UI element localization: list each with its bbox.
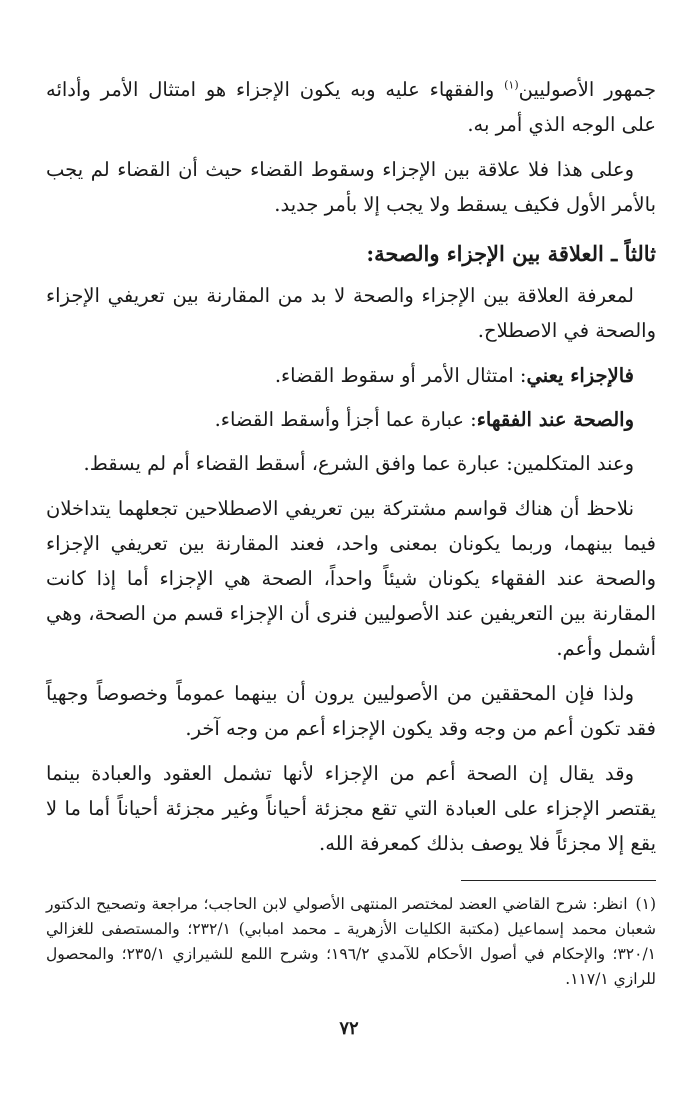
paragraph-5: نلاحظ أن هناك قواسم مشتركة بين تعريفي الاصطلاحين تجعلهما يتداخلان فيما بينهما، وربما يكونان بمعنى واحد، فعند المقارنة بين تعريفي الإجزاء والصحة عند الفقهاء يكونان شيئاً واحداً، الصحة هي الإجزاء أما إذا كانت المقارنة بين التعريفين عند الأصوليين فنرى أن الإجزاء قسم من الصحة، وهي أشمل وأعم.: [46, 497, 656, 660]
footnote-number: (١): [635, 895, 656, 913]
paragraph-4: وعند المتكلمين: عبارة عما وافق الشرع، أسقط القضاء أم لم يسقط.: [83, 452, 634, 475]
footnote-text: انظر: شرح القاضي العضد لمختصر المنتهى الأصولي لابن الحاجب؛ مراجعة وتصحيح الدكتور شعبان محمد إسماعيل (مكتبة الكليات الأزهرية ـ محمد امبابي) ٢٣٢/١؛ والمستصفى للغزالي ٣٢٠/١؛ والإحكام في أصول الأحكام للآمدي ١٩٦/٢؛ وشرح اللمع للشيرازي ٢٣٥/١؛ والمحصول للرازي ١١٧/١.: [46, 895, 657, 988]
footnote-divider: [461, 880, 656, 881]
paragraph-1-rest: والفقهاء عليه وبه يكون الإجزاء هو امتثال الأمر وأدائه على الوجه الذي أمر به.: [46, 78, 656, 136]
footnote-reference[interactable]: (١): [504, 78, 519, 92]
paragraph-6: ولذا فإن المحققين من الأصوليين يرون أن بينهما عموماً وخصوصاً وجهياً فقد تكون أعم من وجه وقد يكون الإجزاء أعم من وجه آخر.: [46, 682, 656, 740]
definition-ijzaa-text: : امتثال الأمر أو سقوط القضاء.: [274, 364, 527, 387]
paragraph-3: لمعرفة العلاقة بين الإجزاء والصحة لا بد من المقارنة بين تعريفي الإجزاء والصحة في الاصطلاح.: [46, 284, 656, 342]
definition-ijzaa: [46, 358, 656, 393]
definition-sihha: [46, 402, 656, 437]
definition-sihha-term: والصحة عند الفقهاء: [476, 408, 634, 431]
page-number: ٧٢: [339, 1018, 359, 1039]
paragraph-1-start: جمهور الأصوليين: [518, 78, 656, 101]
footnotes: [46, 892, 656, 992]
definition-ijzaa-term: فالإجزاء يعني: [526, 364, 634, 387]
paragraph-7: وقد يقال إن الصحة أعم من الإجزاء لأنها تشمل العقود والعبادة بينما يقتصر الإجزاء على العبادة التي تقع مجزئة أحياناً وغير مجزئة أحياناً أما ما لا يقع إلا مجزئاً فلا يوصف بذلك كمعرفة الله.: [46, 762, 656, 855]
section-title: ثالثاً ـ العلاقة بين الإجزاء والصحة:: [366, 241, 656, 266]
page-body: [46, 72, 656, 871]
paragraph-1: [46, 72, 656, 142]
definition-sihha-text: : عبارة عما أجزأ وأسقط القضاء.: [214, 408, 477, 431]
paragraph-2: وعلى هذا فلا علاقة بين الإجزاء وسقوط القضاء حيث أن القضاء لم يجب بالأمر الأول فكيف يسقط ولا يجب إلا بأمر جديد.: [46, 158, 656, 216]
